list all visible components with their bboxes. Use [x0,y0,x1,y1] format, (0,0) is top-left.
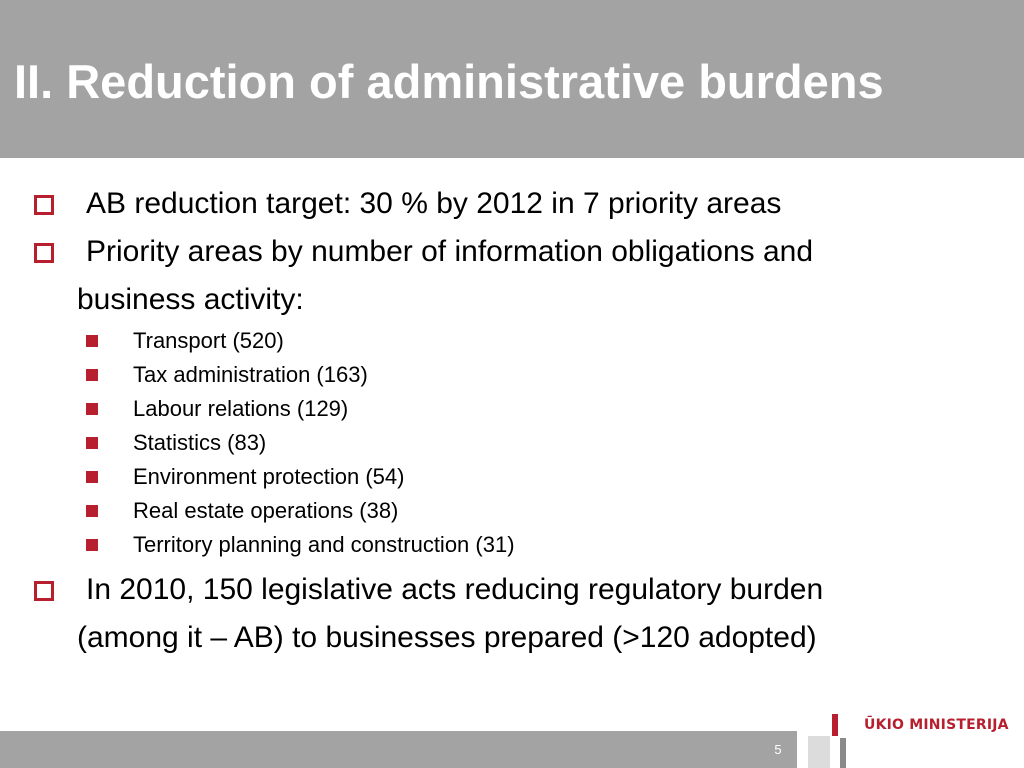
list-item [0,494,1024,528]
footer-bar [0,731,797,768]
hollow-square-bullet-icon [34,581,54,601]
logo-red-bar [832,714,838,736]
bullet-legislative-acts [0,566,1024,662]
list-item-label: Labour relations (129) [133,396,349,421]
hollow-square-bullet-icon [34,195,54,215]
list-item [0,324,1024,358]
logo-text: ŪKIO MINISTERIJA [864,717,1009,733]
slide-title: II. Reduction of administrative burdens [14,55,884,108]
bullet-priority-areas [0,228,1024,324]
priority-areas-list [0,324,1024,562]
bullet-text-line-2: (among it – AB) to businesses prepared (>120 adopted) [77,621,817,654]
bullet-text-line-2: business activity: [77,283,304,316]
square-bullet-icon [86,539,98,551]
list-item-label: Territory planning and construction (31) [133,532,515,557]
list-item [0,528,1024,562]
list-item [0,426,1024,460]
square-bullet-icon [86,471,98,483]
slide-body [0,180,1024,662]
logo-grey-bar [840,738,846,768]
list-item [0,392,1024,426]
bullet-text: AB reduction target: 30 % by 2012 in 7 priority areas [86,187,782,220]
list-item-label: Environment protection (54) [133,464,405,489]
list-item-label: Real estate operations (38) [133,498,399,523]
list-item [0,460,1024,494]
list-item-label: Tax administration (163) [133,362,368,387]
square-bullet-icon [86,369,98,381]
list-item-label: Transport (520) [133,328,284,353]
square-bullet-icon [86,335,98,347]
footer-divider-block [808,736,830,768]
list-item [0,358,1024,392]
bullet-text-line-1: Priority areas by number of information obligations and [86,235,814,268]
square-bullet-icon [86,403,98,415]
page-number: 5 [774,742,782,757]
ministry-logo [830,712,1010,768]
list-item-label: Statistics (83) [133,430,267,455]
square-bullet-icon [86,505,98,517]
bullet-text-line-1: In 2010, 150 legislative acts reducing regulatory burden [86,573,824,606]
title-banner [0,0,1024,158]
bullet-ab-target [0,180,1024,228]
hollow-square-bullet-icon [34,243,54,263]
square-bullet-icon [86,437,98,449]
